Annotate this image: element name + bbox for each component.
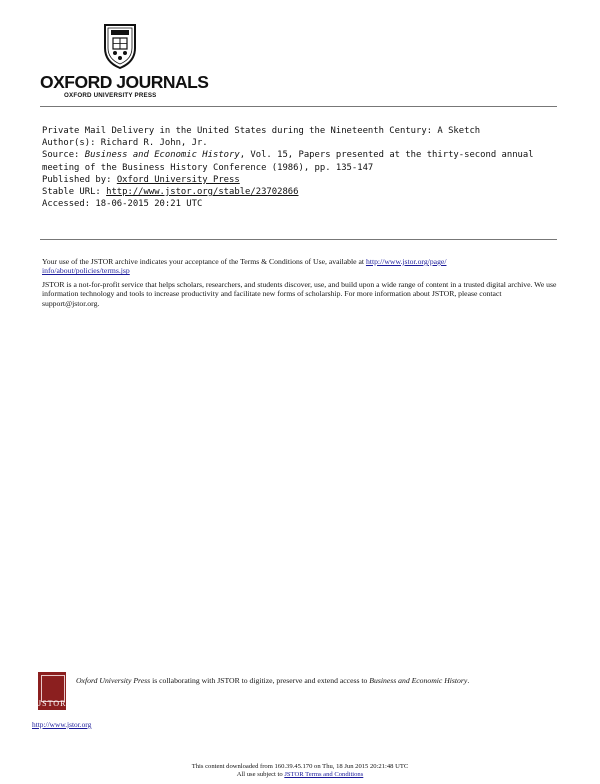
- jstor-logo-emblem: [41, 675, 65, 702]
- jstor-home-link[interactable]: http://www.jstor.org: [32, 720, 92, 729]
- stable-url-link[interactable]: http://www.jstor.org/stable/23702866: [106, 187, 299, 198]
- source-label: Source:: [42, 150, 80, 161]
- download-notice: This content downloaded from 160.39.45.170 on Thu, 18 Jun 2015 20:21:48 UTC: [191, 763, 409, 770]
- source-line-2: meeting of the Business History Conference (1986), pp. 135-147: [42, 162, 374, 173]
- terms-notice-prefix: All use subject to: [236, 771, 285, 778]
- terms-text: Your use of the JSTOR archive indicates your acceptance of the Terms & Conditions of Use, available at: [42, 257, 366, 266]
- terms-notice: [0, 771, 600, 778]
- article-title: Private Mail Delivery in the United States during the Nineteenth Century: A Sketch: [42, 126, 481, 136]
- jstor-logo-icon: [38, 672, 66, 710]
- publisher-link[interactable]: Oxford University Press: [116, 174, 240, 185]
- oxford-journals-logo: [40, 22, 210, 102]
- jstor-terms-link[interactable]: JSTOR Terms and Conditions: [284, 771, 364, 778]
- collab-middle: is collaborating with JSTOR to digitize, preserve and extend access to: [150, 676, 370, 685]
- top-divider: [40, 106, 557, 107]
- collaboration-statement: [76, 675, 556, 686]
- authors-value: Richard R. John, Jr.: [100, 138, 208, 149]
- collab-journal: Business and Economic History: [369, 676, 468, 685]
- authors-label: Author(s):: [42, 138, 96, 149]
- stable-url-label: Stable URL:: [42, 187, 101, 198]
- source-journal: Business and Economic History: [84, 150, 240, 161]
- middle-divider: [40, 239, 557, 240]
- jstor-logo-text: JSTOR: [38, 699, 67, 708]
- collab-end: .: [467, 676, 470, 685]
- stable-url-line: [42, 186, 562, 198]
- authors-line: [42, 137, 562, 149]
- terms-paragraph: [42, 257, 557, 276]
- published-label: Published by:: [42, 174, 112, 185]
- logo-title: OXFORD JOURNALS: [40, 72, 209, 92]
- logo-subtitle: OXFORD UNIVERSITY PRESS: [64, 92, 157, 99]
- source-line: [42, 149, 562, 161]
- terms-link-part-1[interactable]: http://www.jstor.org/page/: [365, 257, 447, 266]
- terms-link-part-2[interactable]: info/about/policies/terms.jsp: [42, 266, 130, 276]
- accessed-line: Accessed: 18-06-2015 20:21 UTC: [42, 199, 203, 210]
- source-details: , Vol. 15, Papers presented at the thirty-second annual: [239, 150, 534, 161]
- collab-publisher: Oxford University Press: [76, 676, 151, 685]
- oxford-crest-icon: [102, 22, 138, 70]
- about-jstor-paragraph: JSTOR is a not-for-profit service that helps scholars, researchers, and students discover, use, and build upon a wide range of content in a trusted digital archive. We use information technology and tools to increase productivity and facilitate new forms of scholarship. For more information about JSTOR, please contact support@jstor.org.: [42, 280, 557, 308]
- citation-block: [42, 125, 562, 210]
- published-line: [42, 174, 562, 186]
